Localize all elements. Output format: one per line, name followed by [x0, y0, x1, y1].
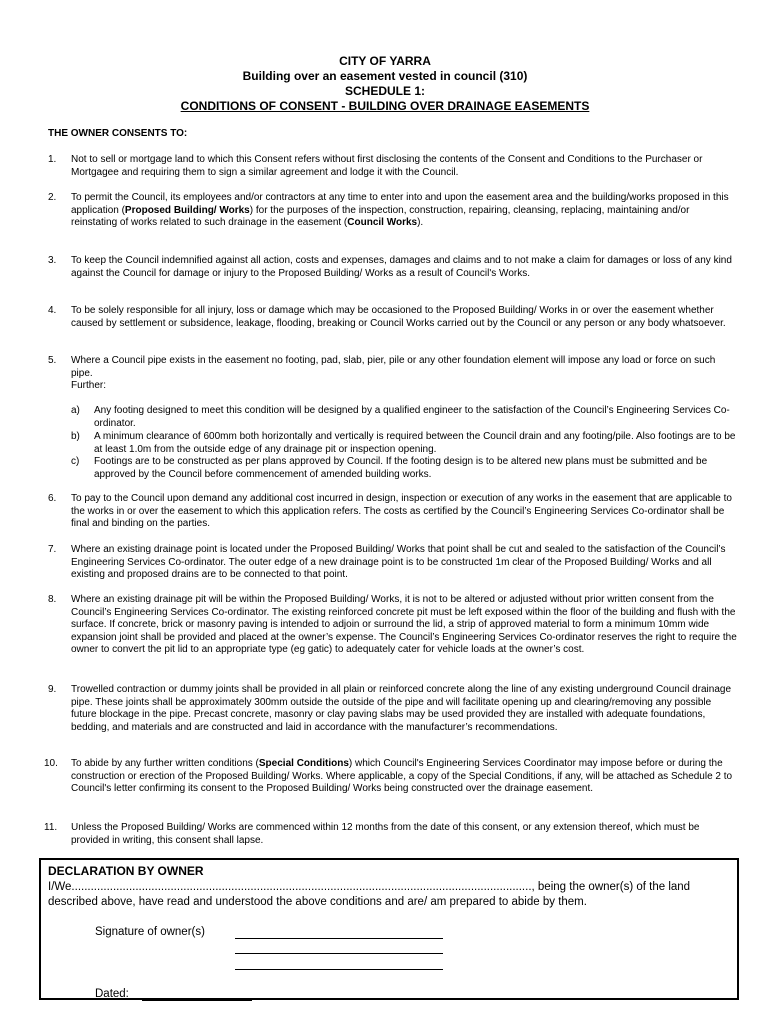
clause-number: 7.	[48, 544, 57, 555]
header-city: CITY OF YARRA	[339, 54, 431, 68]
clause-number: 6.	[48, 493, 57, 504]
clause-text: Where an existing drainage pit will be within the Proposed Building/ Works, it is not to be altered or adjusted without prior written consent from the Council’s Engineering Services Co-ordinator. The existing reinforced concrete pit must be left exposed within the floor of the building and flush with the surface. If concrete, brick or masonry paving is intended to adjoin or surround the lid, a strip of approved material to form a minimum 10mm wide expansion joint shall be provided and placed at the owner’s expense. The Council’s Engineering Services Co-ordinator reserves the right to require the owner to convert the pit lid to an appropriate type (eg gatic) to adequately cater for vehicle loads at the owner’s cost.	[71, 594, 737, 656]
dated-label: Dated:	[95, 988, 129, 1000]
clause-number: 9.	[48, 684, 57, 695]
header-schedule: SCHEDULE 1:	[344, 84, 425, 98]
clause-bold-term: Special Conditions	[258, 758, 349, 769]
clause-4	[48, 305, 738, 330]
clause-9	[48, 684, 738, 734]
clause-text: Trowelled contraction or dummy joints shall be provided in all plain or reinforced concrete along the line of any existing underground Council drainage pipe. These joints shall be approximately 300mm outside the outside of the pipe and will facilitate opening up and clearing/removing any possible future blockage in the pipe. Precast concrete, masonry or clay paving slabs may be used provided they are installed with adequate foundations, bedding, and materials and are constructed and laid in accordance with the manufacturer’s recommendations.	[71, 684, 732, 733]
clause-7	[48, 544, 738, 582]
clause-text-part: To permit the Council, its employees and/or contractors at any time to enter into and upon the easement area and the building/works proposed in this application (	[71, 192, 729, 216]
clause-further: Further:	[71, 380, 107, 392]
clause-text-part: ).	[417, 217, 424, 229]
declaration-title: DECLARATION BY OWNER	[48, 864, 204, 878]
subclause-a	[71, 405, 738, 430]
clause-3	[48, 255, 738, 280]
clause-number: 3.	[48, 255, 57, 266]
clause-number: 2.	[48, 192, 57, 203]
owner-consents-heading: THE OWNER CONSENTS TO:	[48, 128, 188, 139]
header-conditions-title: CONDITIONS OF CONSENT - BUILDING OVER DRAINAGE EASEMENTS	[180, 99, 590, 113]
clause-1	[48, 154, 738, 179]
subclause-number: b)	[71, 431, 80, 442]
clause-number: 1.	[48, 154, 57, 165]
clause-2	[48, 192, 738, 230]
subclause-text: A minimum clearance of 600mm both horizontally and vertically is required between the Council drain and any footing/pile. Also footings are to be at least 1.0m from the outside edge of any drainage pit or inspection opening.	[94, 431, 736, 455]
clause-text-part: ) for the purposes of the inspection, construction, repairing, cleansing, replacing, maintaining and/or reinstating of works related to such drainage in the easement (	[71, 204, 690, 229]
header-form-title: Building over an easement vested in council (310)	[242, 69, 528, 83]
clause-text: To keep the Council indemnified against all action, costs and expenses, damages and claims and to not make a claim for damages or loss of any kind against the Council for damage or injury to the Proposed Building/ Works as a result of Council's Works.	[71, 255, 732, 279]
subclause-c	[71, 456, 738, 481]
subclause-b	[71, 431, 738, 456]
clause-text: To pay to the Council upon demand any additional cost incurred in design, inspection or execution of any works in the easement that are applicable to the works in or over the easement to which this application refers. The costs as certified by the Council’s Engineering Services Co-ordinator shall be final and binding on the parties.	[71, 493, 732, 530]
subclause-number: a)	[71, 405, 80, 416]
clause-text-part: ) which Council's Engineering Services Coordinator may impose before or during the construction or erection of the Proposed Building/ Works. Where applicable, a copy of the Special Conditions, if any, will be attached as Schedule 2 to Council's letter confirming its consent to the Proposed Building/ Works being constructed over the drainage easement.	[71, 758, 733, 795]
dated-line[interactable]	[142, 1000, 252, 1001]
clause-text: Unless the Proposed Building/ Works are commenced within 12 months from the date of this consent, or any extension thereof, which must be provided in writing, this consent shall lapse.	[71, 822, 700, 846]
clause-text: To be solely responsible for all injury, loss or damage which may be occasioned to the Proposed Building/ Works in or over the easement whether caused by settlement or subsidence, leakage, flooding, breaking or Council Works carried out by the Council or any person or any body whatsoever.	[71, 305, 726, 329]
clause-10	[44, 758, 738, 796]
clause-number: 10.	[44, 758, 58, 769]
document-header	[0, 54, 770, 114]
clause-11	[44, 822, 738, 847]
clause-text	[71, 192, 738, 230]
clause-text: Where a Council pipe exists in the easement no footing, pad, slab, pier, pile or any other foundation element will impose any load or force on such pipe.	[71, 355, 716, 379]
clause-8	[48, 594, 738, 657]
clause-6	[48, 493, 738, 531]
clause-number: 8.	[48, 594, 57, 605]
signature-line-1[interactable]	[235, 938, 443, 939]
clause-number: 5.	[48, 355, 57, 366]
signature-line-2[interactable]	[235, 953, 443, 954]
subclause-number: c)	[71, 456, 80, 467]
clause-text: Where an existing drainage point is located under the Proposed Building/ Works that point shall be cut and sealed to the satisfaction of the Council’s Engineering Services Co-ordinator. The outer edge of a new drainage point is to be constructed 1m clear of the Proposed Building/ Works and all existing and proposed drains are to be connected to that point.	[71, 544, 726, 581]
clause-text: Not to sell or mortgage land to which this Consent refers without first disclosing the contents of the Consent and Conditions to the Purchaser or Mortgagee and requiring them to sign a similar agreement and lodge it with the Council.	[71, 154, 703, 178]
signature-line-3[interactable]	[235, 969, 443, 970]
subclause-text: Any footing designed to meet this condition will be designed by a qualified engineer to the satisfaction of the Council’s Engineering Services Co-ordinator.	[94, 405, 730, 429]
clause-5	[48, 355, 738, 393]
clause-number: 4.	[48, 305, 57, 316]
declaration-text[interactable]: I/We................................................................................................................................................, being the owner(s) of the land described above, have read and understood the above conditions and are/ am prepared to abide by them.	[48, 881, 691, 908]
clause-bold-term: Council Works	[347, 217, 418, 229]
clause-number: 11.	[44, 822, 58, 833]
clause-text	[71, 758, 738, 796]
clause-text-part: To abide by any further written conditions (	[71, 758, 259, 769]
subclause-text: Footings are to be constructed as per plans approved by Council. If the footing design is to be altered new plans must be submitted and be approved by the Council before commencement of amended building works.	[94, 456, 708, 480]
owner-declaration-box	[39, 858, 739, 1000]
clause-bold-term: Proposed Building/ Works	[124, 204, 250, 216]
signature-label: Signature of owner(s)	[95, 926, 205, 938]
